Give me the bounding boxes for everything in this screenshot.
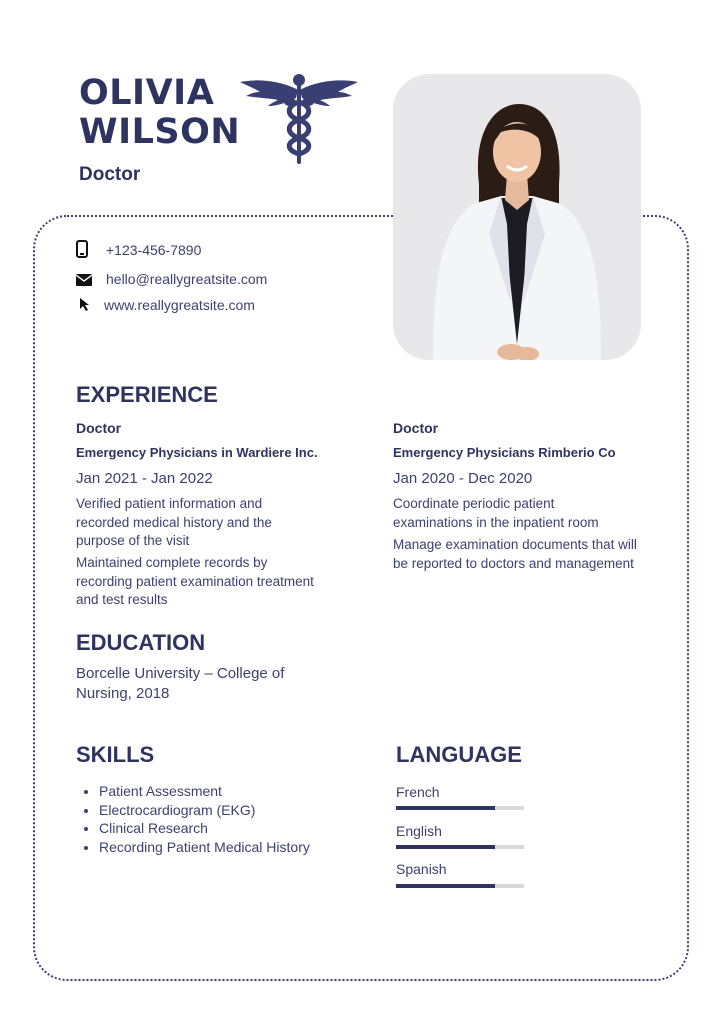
job-2-period: Jan 2020 - Dec 2020 (393, 470, 533, 487)
profile-photo (393, 74, 641, 360)
education-entry: Borcelle University – College of Nursing, 2018 (76, 665, 285, 702)
skills-list (84, 782, 310, 856)
job-2-title: Doctor (393, 420, 439, 436)
language-bar-english (396, 845, 524, 849)
job-1-company: Emergency Physicians in Wardiere Inc. (76, 445, 318, 460)
phone-text: +123-456-7890 (106, 242, 202, 258)
skill-item: • Recording Patient Medical History (99, 838, 310, 857)
first-name: OLIVIA (79, 73, 215, 113)
cursor-icon (80, 298, 92, 312)
language-level-english (396, 845, 495, 849)
language-name-french: French (396, 784, 440, 800)
job-1-period: Jan 2021 - Jan 2022 (76, 470, 213, 487)
skill-item: • Clinical Research (99, 819, 310, 838)
skill-item: • Patient Assessment (99, 782, 310, 801)
website-text: www.reallygreatsite.com (104, 297, 255, 313)
skill-item: • Electrocardiogram (EKG) (99, 801, 310, 820)
experience-heading: EXPERIENCE (76, 382, 218, 407)
job-title-heading: Doctor (79, 164, 141, 185)
language-name-spanish: Spanish (396, 861, 447, 877)
language-heading: LANGUAGE (396, 742, 522, 767)
job-2-bullet-1: Coordinate periodic patient examinations in the inpatient room (393, 496, 599, 530)
language-level-spanish (396, 884, 495, 888)
last-name: WILSON (79, 112, 241, 152)
full-name (79, 74, 240, 152)
job-2-company: Emergency Physicians Rimberio Co (393, 445, 616, 460)
language-name-english: English (396, 823, 442, 839)
job-2-bullet-2: Manage examination documents that will be reported to doctors and management (393, 537, 637, 571)
language-bar-spanish (396, 884, 524, 888)
email-text: hello@reallygreatsite.com (106, 271, 268, 287)
caduceus-icon (238, 72, 360, 168)
envelope-icon (76, 274, 92, 286)
language-bar-french (396, 806, 524, 810)
job-1-bullet-2: Maintained complete records by recording patient examination treatment and test results (76, 555, 314, 607)
job-1-title: Doctor (76, 420, 122, 436)
phone-icon (76, 240, 88, 258)
language-level-french (396, 806, 495, 810)
education-heading: EDUCATION (76, 630, 206, 655)
job-1-bullet-1: Verified patient information and recorded medical history and the purpose of the visit (76, 496, 272, 548)
skills-heading: SKILLS (76, 742, 155, 767)
